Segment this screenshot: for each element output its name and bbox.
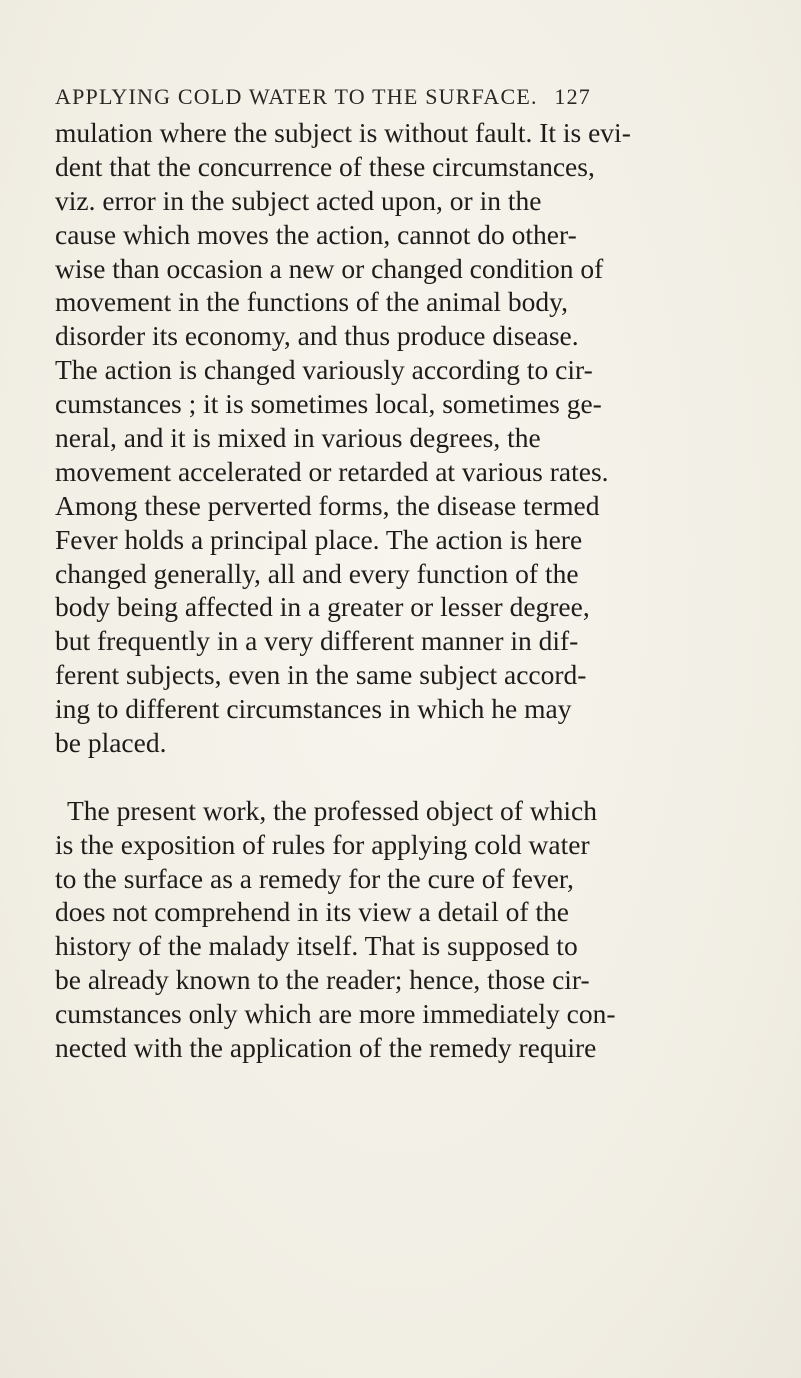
text-line: but frequently in a very different manner in dif- <box>55 625 579 657</box>
running-head <box>55 84 755 110</box>
text-line: viz. error in the subject acted upon, or in the <box>55 184 542 216</box>
text-line: movement in the functions of the animal body, <box>55 286 568 318</box>
text-line: The action is changed variously according to cir- <box>55 354 593 386</box>
text-line: Among these perverted forms, the disease termed <box>55 489 600 521</box>
text-line: ferent subjects, even in the same subject accord- <box>55 659 587 691</box>
text-line: dent that the concurrence of these circumstances, <box>55 150 595 182</box>
page-number: 127 <box>554 84 592 109</box>
text-line: movement accelerated or retarded at various rates. <box>55 455 609 487</box>
running-title: APPLYING COLD WATER TO THE SURFACE. <box>55 84 538 109</box>
text-line: is the exposition of rules for applying cold water <box>55 828 590 860</box>
text-line: body being affected in a greater or lesser degree, <box>55 591 590 623</box>
text-line: to the surface as a remedy for the cure of fever, <box>55 862 574 894</box>
text-line: does not comprehend in its view a detail of the <box>55 896 569 928</box>
text-line: neral, and it is mixed in various degrees, the <box>55 422 541 454</box>
paragraph-break <box>55 760 745 794</box>
text-line: cumstances ; it is sometimes local, sometimes ge- <box>55 388 602 420</box>
body-text <box>55 116 745 1065</box>
text-line: history of the malady itself. That is supposed to <box>55 930 578 962</box>
text-line: be already known to the reader; hence, those cir- <box>55 964 590 996</box>
text-line: cause which moves the action, cannot do other- <box>55 218 577 250</box>
text-line: changed generally, all and every function of the <box>55 557 579 589</box>
text-line: ing to different circumstances in which he may <box>55 693 572 725</box>
text-line: nected with the application of the remedy require <box>55 1032 597 1064</box>
text-line: be placed. <box>55 727 167 759</box>
text-line: disorder its economy, and thus produce disease. <box>55 320 579 352</box>
text-line: Fever holds a principal place. The action is here <box>55 523 583 555</box>
text-line: cumstances only which are more immediately con- <box>55 998 616 1030</box>
text-line: wise than occasion a new or changed condition of <box>55 252 604 284</box>
text-line: mulation where the subject is without fault. It is evi- <box>55 117 631 148</box>
text-line: The present work, the professed object of which <box>67 794 597 826</box>
